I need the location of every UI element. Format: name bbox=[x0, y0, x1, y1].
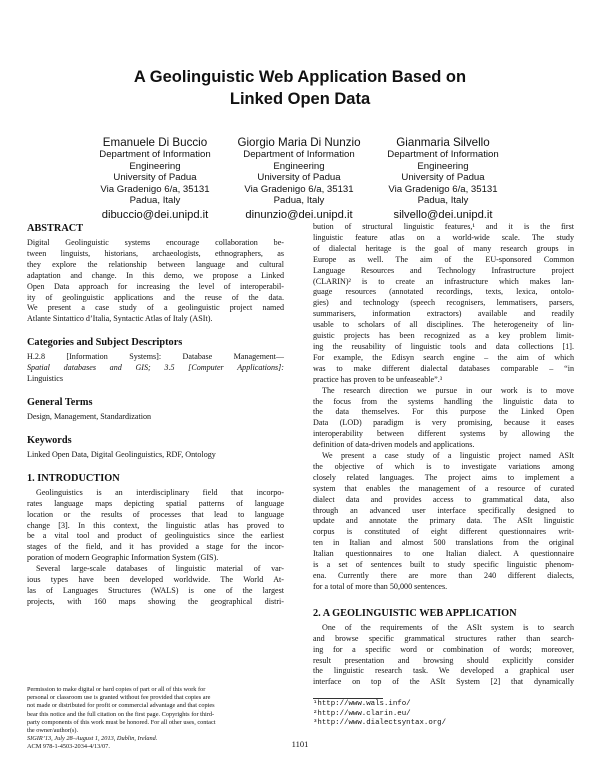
text-line: the data themselves. For this purpose the Linked Open bbox=[313, 407, 574, 417]
copyright-line: not made or distributed for profit or commercial advantage and that copies bbox=[27, 702, 215, 710]
title-line-1: A Geolinguistic Web Application Based on bbox=[133, 68, 467, 86]
text-line: update and annotate the primary data. The ASIt linguistic bbox=[313, 516, 574, 526]
text-line: guage resources (annotated recordings, texts, lexica, ontolo- bbox=[313, 287, 574, 297]
text-line: interoperability between different systems by allowing the bbox=[313, 429, 574, 439]
author-affiliation-line: University of Padua bbox=[113, 172, 197, 184]
author-email: silvello@dei.unipd.it bbox=[393, 208, 493, 221]
copyright-line: Permission to make digital or hard copies of part or all of this work for bbox=[27, 686, 206, 693]
general-terms-heading: General Terms bbox=[27, 396, 93, 408]
text-line: ing for a specific word or combination of words; moreover, bbox=[313, 644, 574, 654]
text-line: the linguistic research task. We developed a graphical user bbox=[313, 666, 574, 676]
text-line: ena. Currently there are more than 240 different dialects, bbox=[313, 571, 574, 580]
text-line: Several large-scale databases of linguistic material of var- bbox=[36, 564, 284, 574]
introduction-heading: 1. INTRODUCTION bbox=[27, 472, 120, 484]
text-line: of dialectal heritage is the goal of many research groups in bbox=[313, 243, 574, 253]
text-line: bution of structural linguistic features,¹ and it is the first bbox=[313, 222, 574, 231]
text-line: One of the requirements of the ASIt system is to search bbox=[322, 622, 574, 632]
text-line: the objective of which is to investigate variations among bbox=[313, 461, 574, 471]
text-line: be a vital tool and product of geolinguistics since the earliest bbox=[27, 531, 284, 541]
text-line: gies) and technology (speech recognisers, lemmatisers, parsers, bbox=[313, 298, 574, 308]
abstract-heading: ABSTRACT bbox=[27, 223, 84, 234]
text-line: We present a case study of a geolinguistic project named bbox=[27, 303, 284, 313]
copyright-line: party components of this work must be honored. For all other uses, contact bbox=[27, 718, 216, 726]
author-affiliation-line: Padua, Italy bbox=[273, 195, 325, 207]
keywords-heading: Keywords bbox=[27, 434, 72, 446]
text-line: Language Resources and Technology Infrastructure project bbox=[313, 265, 574, 275]
text-line: tween linguists, historians, archaeologists, ethnographers, as bbox=[27, 248, 284, 258]
text-line: The research direction we pursue in our work is to move bbox=[322, 385, 574, 395]
text-line: through an advanced user interface specifically designed to bbox=[313, 505, 574, 515]
conference-line: SIGIR’13, July 28–August 1, 2013, Dublin, Ireland. bbox=[27, 735, 158, 743]
text-line: definition of data-driven models and applications. bbox=[313, 440, 475, 450]
text-line: Data (LOD) paradigm is very promising, because it eases bbox=[313, 418, 574, 428]
acm-isbn-line: ACM 978-1-4503-2034-4/13/07. bbox=[27, 743, 110, 751]
author-affiliation-line: Engineering bbox=[417, 160, 469, 172]
paper-title bbox=[40, 66, 560, 110]
author-affiliation-line: Via Gradenigo 6/a, 35131 bbox=[244, 183, 354, 195]
text-line: they explore the relationship between language and cultural bbox=[27, 259, 284, 269]
text-line: change [3]. In this context, the linguistic atlas has proved to bbox=[27, 520, 284, 530]
text-line: H.2.8 [Information Systems]: Database Management— bbox=[27, 352, 284, 362]
author-email: dibuccio@dei.unipd.it bbox=[101, 208, 209, 221]
text-line: Atlante Sintattico d’Italia, Syntactic Atlas of Italy (ASIt). bbox=[27, 314, 213, 324]
text-line: for a total of more than 50,000 sentences. bbox=[313, 581, 448, 591]
right-paragraph-c bbox=[313, 451, 574, 593]
author-name: Emanuele Di Buccio bbox=[102, 136, 208, 149]
author-affiliation-line: Via Gradenigo 6/a, 35131 bbox=[388, 183, 498, 195]
author-email: dinunzio@dei.unipd.it bbox=[245, 208, 353, 221]
text-line: location or the results of processes that lead to language bbox=[27, 509, 284, 519]
author-affiliation-line: Padua, Italy bbox=[129, 195, 181, 207]
text-line: linguistic feature atlas on a world-wide scale. The study bbox=[313, 232, 574, 242]
text-line: adaptation and change. In this demo, we propose a Linked bbox=[27, 270, 284, 280]
author-affiliation-line: Department of Information bbox=[99, 149, 211, 160]
text-line: guistic projects has been recognized as a key problem limit- bbox=[313, 331, 574, 341]
text-line: ing the reusability of linguistic tools and data collections [1]. bbox=[313, 341, 574, 351]
text-line: Geolinguistics is an interdisciplinary field that incorpo- bbox=[36, 487, 284, 497]
left-column bbox=[27, 222, 284, 608]
keywords-text: Linked Open Data, Digital Geolinguistics, RDF, Ontology bbox=[27, 449, 216, 459]
author-affiliation-line: University of Padua bbox=[257, 172, 341, 184]
text-line: Europe as well. The aim of the EU-sponsored Common bbox=[313, 254, 574, 264]
text-line: Spatial databases and GIS; 3.5 [Computer Applications]: bbox=[27, 363, 284, 373]
author-affiliation-line: Department of Information bbox=[243, 149, 355, 160]
footnote-link[interactable]: ³http://www.dialectsyntax.org/ bbox=[313, 719, 447, 728]
footnote-link[interactable]: ¹http://www.wals.info/ bbox=[313, 700, 411, 708]
author-affiliation-line: Engineering bbox=[273, 160, 325, 172]
page-number: 1101 bbox=[291, 739, 309, 749]
copyright-line: bear this notice and the full citation on the first page. Copyrights for third- bbox=[27, 710, 215, 718]
author-affiliation-line: Engineering bbox=[129, 160, 181, 172]
categories-heading: Categories and Subject Descriptors bbox=[27, 337, 183, 349]
text-line: Italian questionnaires to one Italian dialect. A questionnaire bbox=[313, 549, 574, 559]
text-line: summarisers, information extractors) available and readily bbox=[313, 309, 574, 319]
author-affiliation-line: Department of Information bbox=[387, 149, 499, 160]
text-line: was to make different dialectal databases comparable – “in bbox=[313, 363, 574, 373]
general-terms-text: Design, Management, Standardization bbox=[27, 411, 152, 421]
text-line: usable to scholars of all disciplines. The heterogeneity of lin- bbox=[313, 320, 574, 330]
footnote-link[interactable]: ²http://www.clarin.eu/ bbox=[313, 709, 411, 718]
text-line: the focus from the systems handling the linguistic data to bbox=[313, 396, 574, 406]
author-name: Giorgio Maria Di Nunzio bbox=[237, 136, 361, 149]
text-line: is a set of sentences built to study specific linguistic phenom- bbox=[313, 560, 574, 570]
text-line: Open Data approach for increasing the level of interoperabil- bbox=[27, 281, 284, 291]
text-line: poration of modern Geographic Information System (GIS). bbox=[27, 553, 219, 563]
text-line: closely related languages. The project aims to implement a bbox=[313, 472, 574, 482]
text-line: and browse specific grammatical structures rather than search- bbox=[313, 633, 574, 643]
text-line: We present a case study of a linguistic project named ASIt bbox=[322, 451, 574, 461]
author-name: Gianmaria Silvello bbox=[396, 136, 490, 149]
text-line: las of Languages Structures (WALS) is one of the largest bbox=[27, 585, 284, 595]
text-line: (CLARIN)² is to create an infrastructure which makes lan- bbox=[313, 276, 574, 286]
text-line: corpus is constituted of eight different questionnaires writ- bbox=[313, 527, 574, 537]
text-line: ten in Italian and almost 500 translations from the original bbox=[313, 538, 574, 548]
text-line: result presentation and browsing should explicitly consider bbox=[313, 655, 574, 665]
author-affiliation-line: Via Gradenigo 6/a, 35131 bbox=[100, 183, 210, 195]
text-line: For example, the Edisyn search engine – the aim of which bbox=[313, 352, 574, 362]
author-affiliation-line: University of Padua bbox=[401, 172, 485, 184]
copyright-notice bbox=[27, 686, 284, 752]
text-line: system that enables the management of a resource of curated bbox=[313, 483, 574, 493]
right-paragraph-b bbox=[313, 386, 574, 451]
abstract-text bbox=[27, 238, 284, 325]
copyright-line: personal or classroom use is granted without fee provided that copies are bbox=[27, 694, 211, 702]
text-line: Digital Geolinguistic systems encourage collaboration be- bbox=[27, 238, 284, 247]
text-line: interface on top of the ASIt System [2] that dynamically bbox=[313, 677, 574, 687]
text-line: rates language maps depicting spatial patterns of language bbox=[27, 498, 284, 508]
author-block-3 bbox=[358, 136, 528, 222]
copyright-line: the owner/author(s). bbox=[27, 727, 79, 735]
text-line: practice has proven to be unfeaseable”.³ bbox=[313, 374, 443, 384]
text-line: Linguistics bbox=[27, 374, 63, 384]
text-line: ity of geolinguistic applications and the reuse of the data. bbox=[27, 292, 284, 302]
text-line: stages of the field, and it has provided a stage for the incor- bbox=[27, 542, 284, 552]
text-line: ious types have been developed worldwide. The World At- bbox=[27, 575, 284, 585]
intro-paragraph-2 bbox=[27, 564, 284, 608]
section-2-heading: 2. A GEOLINGUISTIC WEB APPLICATION bbox=[313, 607, 517, 619]
right-paragraph-a bbox=[313, 222, 574, 386]
right-paragraph-d bbox=[313, 623, 574, 688]
intro-paragraph-1 bbox=[27, 488, 284, 564]
author-affiliation-line: Padua, Italy bbox=[417, 195, 469, 207]
title-line-2: Linked Open Data bbox=[229, 90, 371, 108]
text-line: projects, with 160 maps showing the geographical distri- bbox=[27, 596, 284, 606]
footnotes bbox=[313, 700, 574, 729]
text-line: dialect data and provides access to grammatical data, also bbox=[313, 494, 574, 504]
footnote-rule bbox=[313, 698, 383, 699]
right-column bbox=[313, 222, 574, 688]
